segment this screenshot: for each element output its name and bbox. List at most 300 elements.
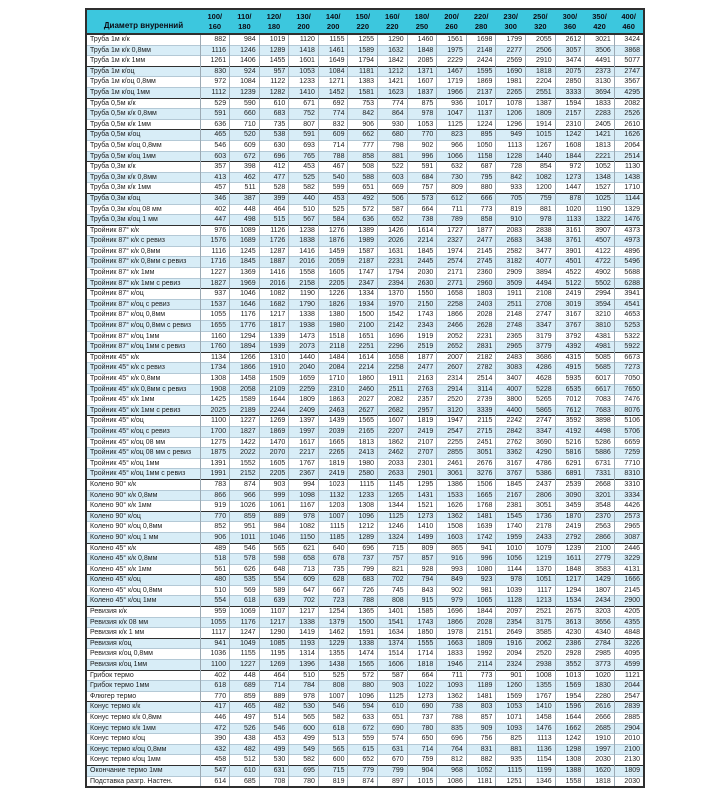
price-cell: 2059 [318, 257, 348, 268]
price-cell: 670 [378, 755, 408, 766]
price-cell: 5688 [614, 268, 644, 279]
price-cell: 978 [526, 215, 556, 226]
price-cell: 3810 [585, 321, 615, 332]
column-header-line2: 280 [474, 21, 488, 31]
price-cell: 783 [200, 479, 230, 490]
price-cell: 2506 [526, 45, 556, 56]
price-cell: 4786 [526, 458, 556, 469]
column-header-line1: 250/ [533, 12, 548, 21]
price-cell: 2357 [407, 395, 437, 406]
price-cell: 565 [318, 744, 348, 755]
price-cell: 1255 [348, 34, 378, 45]
price-cell: 2403 [466, 299, 496, 310]
price-cell: 2033 [378, 458, 408, 469]
price-cell: 2370 [585, 511, 615, 522]
price-cell: 1837 [407, 87, 437, 98]
price-cell: 1474 [348, 649, 378, 660]
price-cell: 904 [407, 765, 437, 776]
price-cell: 482 [259, 702, 289, 713]
price-cell: 1439 [318, 416, 348, 427]
price-cell: 1233 [289, 77, 319, 88]
row-label: Труба 0,5м к/оц [86, 130, 200, 141]
price-cell: 1863 [318, 395, 348, 406]
price-cell: 1410 [289, 87, 319, 98]
price-cell: 1719 [437, 77, 467, 88]
price-cell: 2030 [614, 776, 644, 787]
price-cell: 1875 [200, 448, 230, 459]
row-label: Тройник 87° к/к 1мм с ревиз [86, 278, 200, 289]
price-cell: 981 [466, 585, 496, 596]
price-cell: 3333 [555, 87, 585, 98]
price-cell: 1193 [289, 638, 319, 649]
price-cell: 4599 [614, 660, 644, 671]
price-cell: 1527 [585, 183, 615, 194]
price-cell: 1833 [585, 98, 615, 109]
table-row [86, 564, 644, 575]
price-cell: 2708 [526, 299, 556, 310]
price-cell: 2158 [289, 278, 319, 289]
price-cell: 1046 [230, 289, 260, 300]
price-cell: 587 [378, 670, 408, 681]
price-cell: 4095 [614, 649, 644, 660]
price-cell: 2082 [614, 98, 644, 109]
price-cell: 889 [259, 691, 289, 702]
price-cell: 610 [259, 98, 289, 109]
price-cell: 1509 [259, 374, 289, 385]
price-cell: 4973 [614, 236, 644, 247]
diameter-header: Диаметр внуренний [86, 9, 200, 34]
table-row [86, 257, 644, 268]
price-cell: 2739 [466, 395, 496, 406]
price-cell: 1238 [289, 225, 319, 236]
price-cell: 1506 [466, 479, 496, 490]
price-cell: 511 [230, 183, 260, 194]
price-cell: 3339 [466, 405, 496, 416]
price-cell: 609 [318, 130, 348, 141]
price-cell: 2150 [407, 299, 437, 310]
price-cell: 7650 [614, 384, 644, 395]
price-cell: 1374 [378, 638, 408, 649]
price-cell: 770 [200, 691, 230, 702]
price-cell: 4501 [555, 257, 585, 268]
price-cell: 1082 [289, 522, 319, 533]
price-cell: 2715 [466, 426, 496, 437]
price-cell: 6659 [614, 437, 644, 448]
price-cell: 881 [526, 204, 556, 215]
price-cell: 1565 [348, 416, 378, 427]
price-cell: 1389 [348, 225, 378, 236]
price-cell: 1245 [230, 246, 260, 257]
price-cell: 1145 [378, 479, 408, 490]
price-cell: 3276 [466, 469, 496, 480]
price-cell: 2022 [230, 448, 260, 459]
price-cell: 7083 [585, 395, 615, 406]
price-cell: 1391 [200, 458, 230, 469]
price-cell: 1550 [407, 289, 437, 300]
price-cell: 2748 [496, 321, 526, 332]
price-cell: 2433 [526, 532, 556, 543]
price-cell: 2914 [437, 384, 467, 395]
price-cell: 2148 [496, 310, 526, 321]
row-label: Тройник 45° к/оц 1мм [86, 458, 200, 469]
price-cell: 2520 [526, 649, 556, 660]
price-cell: 2030 [585, 755, 615, 766]
row-label: Конус термо к/оц 1мм [86, 755, 200, 766]
price-cell: 1334 [348, 289, 378, 300]
price-cell: 3901 [555, 246, 585, 257]
price-cell: 812 [437, 755, 467, 766]
price-cell: 6017 [585, 374, 615, 385]
price-cell: 1919 [407, 331, 437, 342]
price-cell: 1710 [614, 183, 644, 194]
price-cell: 1910 [259, 363, 289, 374]
price-cell: 554 [259, 575, 289, 586]
price-cell: 923 [466, 575, 496, 586]
price-cell: 852 [200, 522, 230, 533]
price-cell: 1213 [526, 596, 556, 607]
column-header [348, 9, 378, 34]
price-cell: 2394 [378, 278, 408, 289]
table-body [86, 34, 644, 787]
price-cell: 582 [318, 713, 348, 724]
price-cell: 512 [230, 755, 260, 766]
price-cell: 1700 [200, 426, 230, 437]
price-cell: 1275 [200, 437, 230, 448]
price-cell: 2747 [614, 66, 644, 77]
price-cell: 2182 [466, 352, 496, 363]
price-cell: 4848 [614, 628, 644, 639]
row-label: Грибок термо 1мм [86, 681, 200, 692]
price-cell: 799 [378, 765, 408, 776]
price-cell: 530 [289, 702, 319, 713]
price-cell: 1845 [407, 246, 437, 257]
row-label: Подставка разгр. Настен. [86, 776, 200, 787]
price-cell: 1132 [318, 490, 348, 501]
price-cell: 1644 [259, 395, 289, 406]
price-cell: 529 [200, 98, 230, 109]
price-cell: 1845 [230, 257, 260, 268]
price-cell: 1908 [200, 384, 230, 395]
price-cell: 1458 [526, 713, 556, 724]
table-row [86, 77, 644, 88]
price-cell: 777 [348, 140, 378, 151]
table-row [86, 395, 644, 406]
table-row [86, 765, 644, 776]
table-row [86, 299, 644, 310]
price-cell: 823 [437, 130, 467, 141]
price-cell: 895 [466, 130, 496, 141]
price-cell: 477 [259, 172, 289, 183]
price-cell: 4315 [555, 352, 585, 363]
column-header [437, 9, 467, 34]
price-cell: 859 [230, 511, 260, 522]
price-cell: 2386 [555, 638, 585, 649]
price-cell: 467 [318, 162, 348, 173]
price-cell: 1203 [318, 501, 348, 512]
price-cell: 1314 [289, 649, 319, 660]
table-row [86, 585, 644, 596]
price-cell: 2866 [585, 532, 615, 543]
column-header [555, 9, 585, 34]
price-cell: 1199 [526, 765, 556, 776]
price-cell: 1614 [407, 225, 437, 236]
price-cell: 2910 [526, 56, 556, 67]
price-cell: 2242 [496, 416, 526, 427]
price-cell: 1500 [348, 310, 378, 321]
column-header-line1: 120/ [266, 12, 282, 21]
price-cell: 1055 [200, 310, 230, 321]
table-row [86, 405, 644, 416]
price-cell: 2277 [496, 45, 526, 56]
price-cell: 618 [318, 723, 348, 734]
price-cell: 2214 [348, 363, 378, 374]
price-cell: 1144 [496, 564, 526, 575]
price-cell: 3201 [585, 490, 615, 501]
price-cell: 4722 [585, 257, 615, 268]
price-cell: 1555 [407, 638, 437, 649]
price-cell: 4007 [496, 384, 526, 395]
price-cell: 506 [378, 193, 408, 204]
price-cell: 559 [348, 734, 378, 745]
price-cell: 6891 [555, 469, 585, 480]
row-label: Тройник 87° к/к [86, 225, 200, 236]
column-header-line2: 180 [238, 21, 251, 31]
price-cell: 598 [259, 554, 289, 565]
price-cell: 1383 [348, 77, 378, 88]
price-cell: 499 [289, 734, 319, 745]
price-cell: 3051 [466, 448, 496, 459]
price-cell: 594 [348, 702, 378, 713]
price-cell: 1396 [289, 660, 319, 671]
price-cell: 994 [289, 479, 319, 490]
price-cell: 711 [437, 204, 467, 215]
price-cell: 4628 [526, 374, 556, 385]
price-cell: 959 [200, 607, 230, 618]
price-cell: 3767 [555, 321, 585, 332]
price-cell: 1768 [466, 501, 496, 512]
price-cell: 1939 [259, 342, 289, 353]
price-cell: 3347 [526, 321, 556, 332]
price-cell: 972 [555, 162, 585, 173]
row-label: Труба 0,5м к/оц 0,8мм [86, 140, 200, 151]
row-label: Колено 90° к/к [86, 479, 200, 490]
price-cell: 618 [200, 681, 230, 692]
price-cell: 1226 [318, 289, 348, 300]
price-cell: 1594 [555, 98, 585, 109]
price-cell: 690 [378, 723, 408, 734]
price-cell: 737 [407, 713, 437, 724]
table-row [86, 268, 644, 279]
price-cell: 1039 [496, 585, 526, 596]
price-cell: 2434 [585, 596, 615, 607]
price-cell: 633 [348, 713, 378, 724]
table-row [86, 628, 644, 639]
price-cell: 2070 [259, 448, 289, 459]
row-label: Тройник 45° к/оц 1мм с ревиз [86, 469, 200, 480]
price-cell: 2028 [466, 617, 496, 628]
price-cell: 2039 [318, 426, 348, 437]
price-cell: 2231 [378, 257, 408, 268]
price-cell: 1734 [200, 363, 230, 374]
price-cell: 1047 [437, 109, 467, 120]
price-cell: 1866 [230, 363, 260, 374]
price-cell: 835 [437, 723, 467, 734]
price-cell: 2839 [614, 702, 644, 713]
price-cell: 1324 [378, 532, 408, 543]
price-cell: 1401 [378, 607, 408, 618]
price-cell: 770 [407, 130, 437, 141]
price-cell: 3334 [614, 490, 644, 501]
price-cell: 2187 [348, 257, 378, 268]
price-cell: 567 [289, 215, 319, 226]
price-cell: 803 [466, 702, 496, 713]
price-cell: 1696 [437, 607, 467, 618]
price-cell: 1817 [259, 321, 289, 332]
price-cell: 738 [407, 215, 437, 226]
price-cell: 5816 [555, 448, 585, 459]
row-label: Тройник 87° к/к 0,8мм с ревиз [86, 257, 200, 268]
row-label: Труба 0,3м к/к [86, 162, 200, 173]
price-cell: 1144 [614, 193, 644, 204]
table-row [86, 755, 644, 766]
table-row [86, 162, 644, 173]
price-cell: 1294 [230, 331, 260, 342]
row-label: Конус термо к/к 0,8мм [86, 713, 200, 724]
price-cell: 453 [289, 162, 319, 173]
price-cell: 6617 [585, 384, 615, 395]
column-header-line2: 360 [563, 21, 577, 31]
price-cell: 1518 [318, 331, 348, 342]
price-cell: 819 [318, 776, 348, 787]
price-cell: 538 [259, 130, 289, 141]
price-cell: 3021 [585, 34, 615, 45]
price-cell: 2675 [555, 607, 585, 618]
price-cell: 1154 [526, 755, 556, 766]
price-cell: 2580 [348, 469, 378, 480]
price-cell: 1644 [555, 713, 585, 724]
price-cell: 631 [259, 765, 289, 776]
price-cell: 1116 [200, 246, 230, 257]
price-cell: 5386 [526, 469, 556, 480]
price-cell: 3087 [614, 532, 644, 543]
row-label: Колено 45° к/оц 1мм [86, 596, 200, 607]
price-cell: 1212 [348, 522, 378, 533]
price-cell: 2280 [585, 691, 615, 702]
price-cell: 1071 [496, 713, 526, 724]
price-cell: 745 [378, 585, 408, 596]
price-cell: 1467 [437, 66, 467, 77]
table-row [86, 543, 644, 554]
price-cell: 799 [348, 564, 378, 575]
price-cell: 1015 [526, 130, 556, 141]
row-label: Тройник 87° к/к с ревиз [86, 236, 200, 247]
price-cell: 5706 [614, 426, 644, 437]
price-cell: 3894 [526, 268, 556, 279]
price-cell: 2052 [437, 331, 467, 342]
price-cell: 842 [348, 109, 378, 120]
price-cell: 4131 [614, 564, 644, 575]
price-cell: 4192 [555, 426, 585, 437]
price-cell: 1601 [289, 56, 319, 67]
price-cell: 2025 [200, 405, 230, 416]
price-cell: 3767 [496, 469, 526, 480]
price-cell: 1290 [259, 628, 289, 639]
price-cell: 714 [318, 140, 348, 151]
price-cell: 2115 [466, 416, 496, 427]
row-label: Ревизия к/оц 1мм [86, 660, 200, 671]
price-cell: 794 [407, 575, 437, 586]
price-cell: 652 [348, 755, 378, 766]
price-cell: 1665 [318, 437, 348, 448]
price-cell: 902 [407, 140, 437, 151]
price-cell: 875 [407, 98, 437, 109]
table-row [86, 225, 644, 236]
price-cell: 540 [318, 172, 348, 183]
row-label: Тройник 87° к/оц с ревиз [86, 299, 200, 310]
price-cell: 2157 [555, 109, 585, 120]
price-cell: 2204 [526, 77, 556, 88]
row-label: Колено 45° к/к [86, 543, 200, 554]
price-cell: 1217 [289, 607, 319, 618]
table-row [86, 374, 644, 385]
price-cell: 1294 [555, 585, 585, 596]
price-cell: 5886 [585, 448, 615, 459]
price-cell: 1997 [289, 426, 319, 437]
price-cell: 2354 [496, 617, 526, 628]
price-cell: 1122 [259, 77, 289, 88]
price-cell: 685 [230, 776, 260, 787]
price-cell: 1346 [526, 776, 556, 787]
price-cell: 3161 [555, 225, 585, 236]
price-cell: 1910 [585, 734, 615, 745]
price-cell: 672 [230, 151, 260, 162]
table-header [86, 9, 644, 34]
price-cell: 2163 [407, 374, 437, 385]
table-row [86, 34, 644, 45]
price-cell: 1276 [318, 225, 348, 236]
price-cell: 2229 [437, 56, 467, 67]
price-cell: 1082 [526, 172, 556, 183]
price-cell: 1112 [200, 87, 230, 98]
price-cell: 1181 [466, 776, 496, 787]
price-cell: 903 [378, 681, 408, 692]
price-cell: 6288 [614, 278, 644, 289]
price-cell: 996 [407, 151, 437, 162]
column-header-line1: 350/ [592, 12, 607, 21]
price-cell: 764 [437, 744, 467, 755]
price-cell: 561 [200, 564, 230, 575]
price-cell: 7476 [614, 395, 644, 406]
price-cell: 684 [407, 172, 437, 183]
price-cell: 1217 [259, 310, 289, 321]
price-cell: 909 [466, 723, 496, 734]
price-cell: 2205 [259, 469, 289, 480]
price-cell: 1740 [496, 522, 526, 533]
price-cell: 2171 [437, 268, 467, 279]
price-cell: 1807 [585, 585, 615, 596]
price-cell: 2314 [437, 374, 467, 385]
price-cell: 498 [230, 215, 260, 226]
price-cell: 4507 [585, 236, 615, 247]
price-cell: 628 [318, 575, 348, 586]
price-cell: 996 [466, 554, 496, 565]
price-cell: 3773 [585, 660, 615, 671]
price-cell: 859 [230, 691, 260, 702]
price-cell: 4522 [555, 268, 585, 279]
price-cell: 773 [466, 204, 496, 215]
table-row [86, 734, 644, 745]
column-header-line1: 110/ [237, 12, 252, 21]
